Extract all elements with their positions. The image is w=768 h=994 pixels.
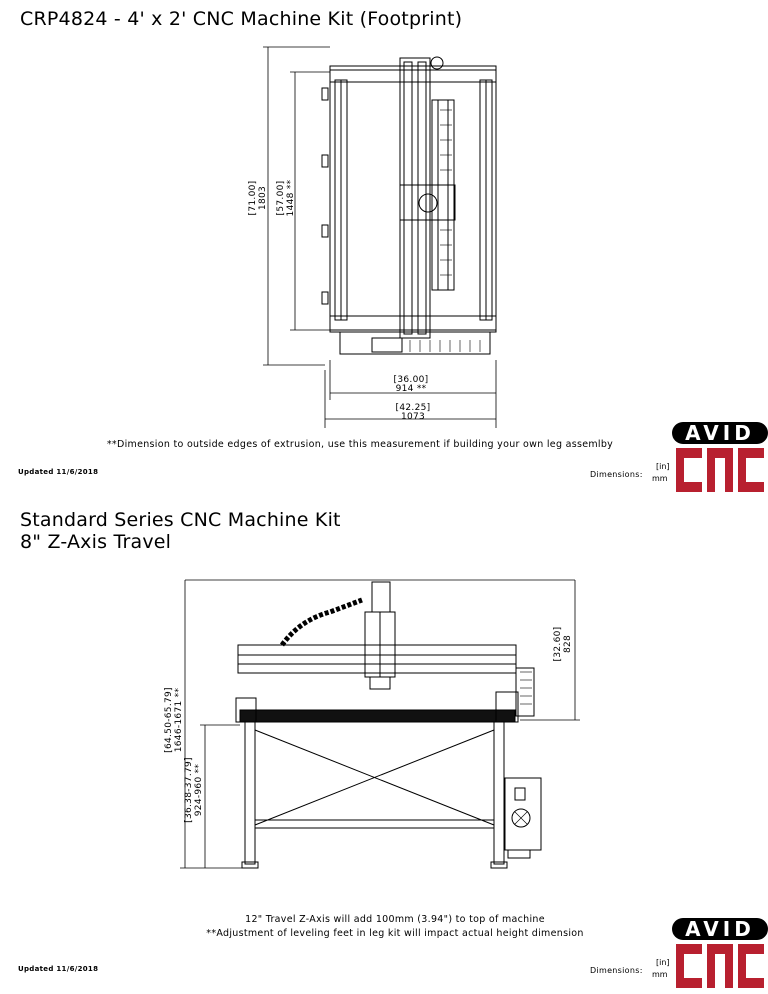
sheet2-unit-in: [in] [656,958,670,967]
inner-height-dim: [57.00] 1448 ** [276,179,296,217]
sheet1-title: CRP4824 - 4' x 2' CNC Machine Kit (Footprint) [20,8,463,30]
sheet2-note-line1: 12" Travel Z-Axis will add 100mm (3.94") to top of machine [245,914,545,925]
logo-avid-text: AVID [685,422,755,445]
sheet1-unit-in: [in] [656,462,670,471]
inner-width-dim: [36.00] 914 ** [393,375,429,394]
logo-avid-text-2: AVID [685,918,755,941]
overall-width-dim: [42.25] 1073 [395,403,431,422]
table-height-dim: [36.38-37.79] 924-960 ** [184,757,204,823]
sheet2-dimensions-label: Dimensions: [590,966,643,975]
total-height-dim: [64.50-65.79] 1646-1671 ** [164,687,184,753]
sheet1-footnote: **Dimension to outside edges of extrusion, use this measurement if building your own leg assemlby [106,439,614,450]
sheet2-unit-mm: mm [652,970,668,979]
sheet2-note-line2: **Adjustment of leveling feet in leg kit will impact actual height dimension [206,928,584,939]
sheet1-dimensions-label: Dimensions: [590,470,643,479]
sheet2-title-line2: 8" Z-Axis Travel [20,531,172,553]
avid-cnc-logo-2 [672,918,768,990]
sheet1-unit-mm: mm [652,474,668,483]
sheet1-updated: Updated 11/6/2018 [18,468,99,476]
gantry-height-dim: [32.60] 828 [553,626,573,662]
sheet2-title-line1: Standard Series CNC Machine Kit [20,509,341,531]
sheet2-updated: Updated 11/6/2018 [18,965,99,973]
overall-height-dim: [71.00] 1803 [248,180,268,216]
